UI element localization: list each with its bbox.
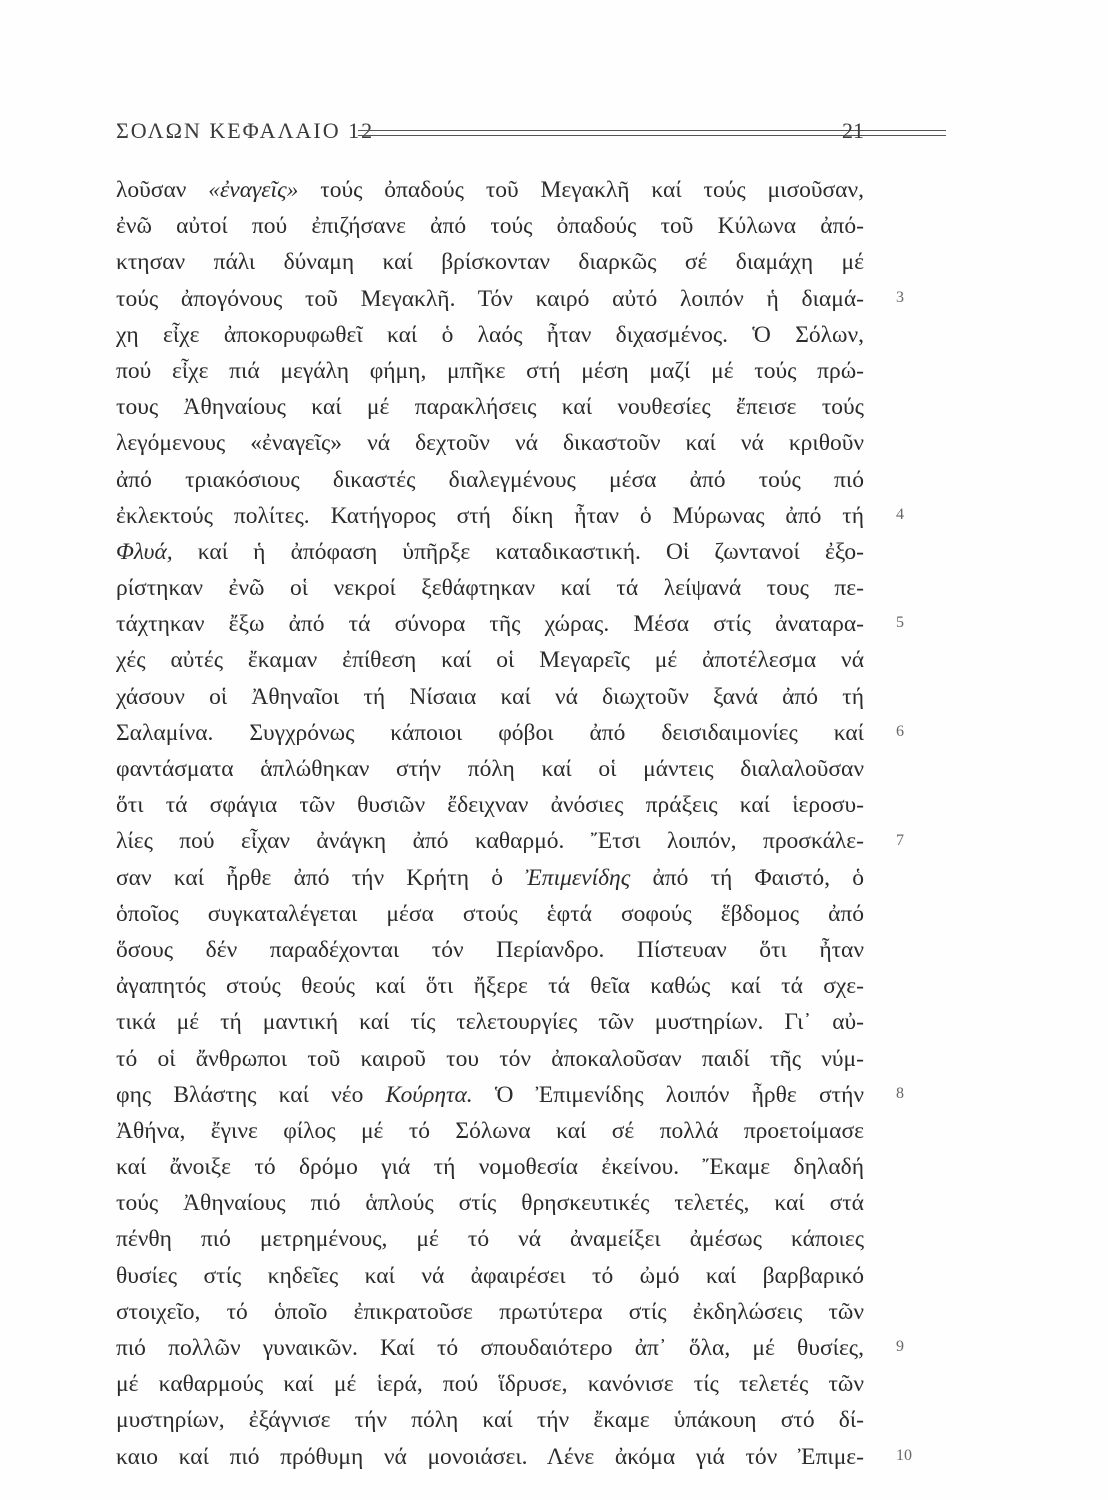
- text-line: λοῦσαν «ἐναγεῖς» τούς ὀπαδούς τοῦ Μεγακλῆ καί τούς μισοῦσαν,: [116, 177, 864, 203]
- text-line: μυστηρίων, ἐξάγνισε τήν πόλη καί τήν ἔκαμε ὑπάκουη στό δί-: [116, 1407, 864, 1434]
- margin-line-number: 3: [896, 288, 904, 306]
- text-line: πένθη πιό μετρημένους, μέ τό νά ἀναμείξει ἀμέσως κάποιες: [116, 1226, 864, 1253]
- margin-line-number: 9: [896, 1338, 904, 1356]
- text-line: καιο καί πιό πρόθυμη νά μονοιάσει. Λένε ἀκόμα γιά τόν Ἐπιμε-: [116, 1443, 864, 1470]
- text-line: καί ἄνοιξε τό δρόμο γιά τή νομοθεσία ἐκείνου. Ἔκαμε δηλαδή: [116, 1154, 864, 1181]
- text-line: Φλυά, καί ἡ ἀπόφαση ὑπῆρξε καταδικαστική. Οἱ ζωντανοί ἐξο-: [116, 538, 864, 565]
- margin-line-number: 4: [896, 505, 904, 523]
- header-title: ΣΟΛΩΝ ΚΕΦΑΛΑΙΟ 12: [116, 118, 375, 143]
- text-line: χές αὐτές ἔκαμαν ἐπίθεση καί οἱ Μεγαρεῖς μέ ἀποτέλεσμα νά: [116, 647, 864, 674]
- text-line: στοιχεῖο, τό ὁποῖο ἐπικρατοῦσε πρωτύτερα στίς ἐκδηλώσεις τῶν: [116, 1298, 864, 1325]
- text-line: τάχτηκαν ἔξω ἀπό τά σύνορα τῆς χώρας. Μέσα στίς ἀναταρα-: [116, 611, 864, 638]
- text-line: χάσουν οἱ Ἀθηναῖοι τή Νίσαια καί νά διωχτοῦν ξανά ἀπό τή: [116, 683, 864, 710]
- text-line: μέ καθαρμούς καί μέ ἱερά, πού ἵδρυσε, κανόνισε τίς τελετές τῶν: [116, 1371, 864, 1398]
- text-line: ὁποῖος συγκαταλέγεται μέσα στούς ἑφτά σοφούς ἕβδομος ἀπό: [116, 900, 864, 927]
- text-line: τους Ἀθηναίους καί μέ παρακλήσεις καί νουθεσίες ἔπεισε τούς: [116, 394, 864, 421]
- text-line: πιό πολλῶν γυναικῶν. Καί τό σπουδαιότερο ἀπ᾽ ὅλα, μέ θυσίες,: [116, 1335, 864, 1361]
- italic-term: Ἐπιμενίδης: [525, 864, 631, 891]
- text-line: χη εἶχε ἀποκορυφωθεῖ καί ὁ λαός ἦταν διχασμένος. Ὁ Σόλων,: [116, 321, 864, 348]
- text-line: τούς Ἀθηναίους πιό ἁπλούς στίς θρησκευτικές τελετές, καί στά: [116, 1190, 864, 1217]
- text-line: τούς ἀπογόνους τοῦ Μεγακλῆ. Τόν καιρό αὐτό λοιπόν ἡ διαμά-: [116, 285, 864, 312]
- text-line: φαντάσματα ἁπλώθηκαν στήν πόλη καί οἱ μάντεις διαλαλοῦσαν: [116, 756, 864, 782]
- text-line: ἀγαπητός στούς θεούς καί ὅτι ἤξερε τά θεῖα καθώς καί τά σχε-: [116, 973, 864, 1000]
- text-line: λίες πού εἶχαν ἀνάγκη ἀπό καθαρμό. Ἔτσι λοιπόν, προσκάλε-: [116, 828, 864, 855]
- margin-line-number: 7: [896, 831, 904, 849]
- italic-term: Φλυά,: [116, 538, 173, 565]
- text-line: ἐκλεκτούς πολίτες. Κατήγορος στή δίκη ἦταν ὁ Μύρωνας ἀπό τή: [116, 502, 864, 529]
- text-line: θυσίες στίς κηδεῖες καί νά ἀφαιρέσει τό ὠμό καί βαρβαρικό: [116, 1262, 864, 1289]
- text-line: ἀπό τριακόσιους δικαστές διαλεγμένους μέσα ἀπό τούς πιό: [116, 466, 864, 493]
- text-line: ρίστηκαν ἐνῶ οἱ νεκροί ξεθάφτηκαν καί τά λείψανά τους πε-: [116, 575, 864, 602]
- text-line: ἐνῶ αὐτοί πού ἐπιζήσανε ἀπό τούς ὀπαδούς τοῦ Κύλωνα ἀπό-: [116, 213, 864, 240]
- text-line: φης Βλάστης καί νέο Κούρητα. Ὁ Ἐπιμενίδης λοιπόν ἦρθε στήν: [116, 1081, 864, 1108]
- text-line: τικά μέ τή μαντική καί τίς τελετουργίες τῶν μυστηρίων. Γι᾽ αὐ-: [116, 1009, 864, 1036]
- text-line: Ἀθήνα, ἔγινε φίλος μέ τό Σόλωνα καί σέ πολλά προετοίμασε: [116, 1117, 864, 1144]
- italic-term: Κούρητα.: [385, 1081, 473, 1108]
- text-line: κτησαν πάλι δύναμη καί βρίσκονταν διαρκῶς σέ διαμάχη μέ: [116, 249, 864, 276]
- text-line: Σαλαμίνα. Συγχρόνως κάποιοι φόβοι ἀπό δεισιδαιμονίες καί: [116, 719, 864, 746]
- text-line: πού εἶχε πιά μεγάλη φήμη, μπῆκε στή μέση μαζί μέ τούς πρώ-: [116, 357, 864, 384]
- margin-line-number: 6: [896, 723, 904, 740]
- running-header: [116, 118, 872, 148]
- page-number: 21: [842, 118, 864, 143]
- margin-line-number: 10: [896, 1447, 912, 1464]
- margin-line-number: 8: [896, 1085, 904, 1102]
- italic-term: «ἐναγεῖς»: [208, 177, 299, 203]
- text-line: σαν καί ἦρθε ἀπό τήν Κρήτη ὁ Ἐπιμενίδης ἀπό τή Φαιστό, ὁ: [116, 864, 864, 891]
- text-line: λεγόμενους «ἐναγεῖς» νά δεχτοῦν νά δικαστοῦν καί νά κριθοῦν: [116, 430, 864, 457]
- text-line: ὅσους δέν παραδέχονται τόν Περίανδρο. Πίστευαν ὅτι ἦταν: [116, 936, 864, 963]
- body-text: [116, 172, 864, 1475]
- margin-line-number: 5: [896, 614, 904, 632]
- text-line: τό οἱ ἄνθρωποι τοῦ καιροῦ του τόν ἀποκαλοῦσαν παιδί τῆς νύμ-: [116, 1045, 864, 1072]
- text-line: ὅτι τά σφάγια τῶν θυσιῶν ἔδειχναν ἀνόσιες πράξεις καί ἱεροσυ-: [116, 792, 864, 819]
